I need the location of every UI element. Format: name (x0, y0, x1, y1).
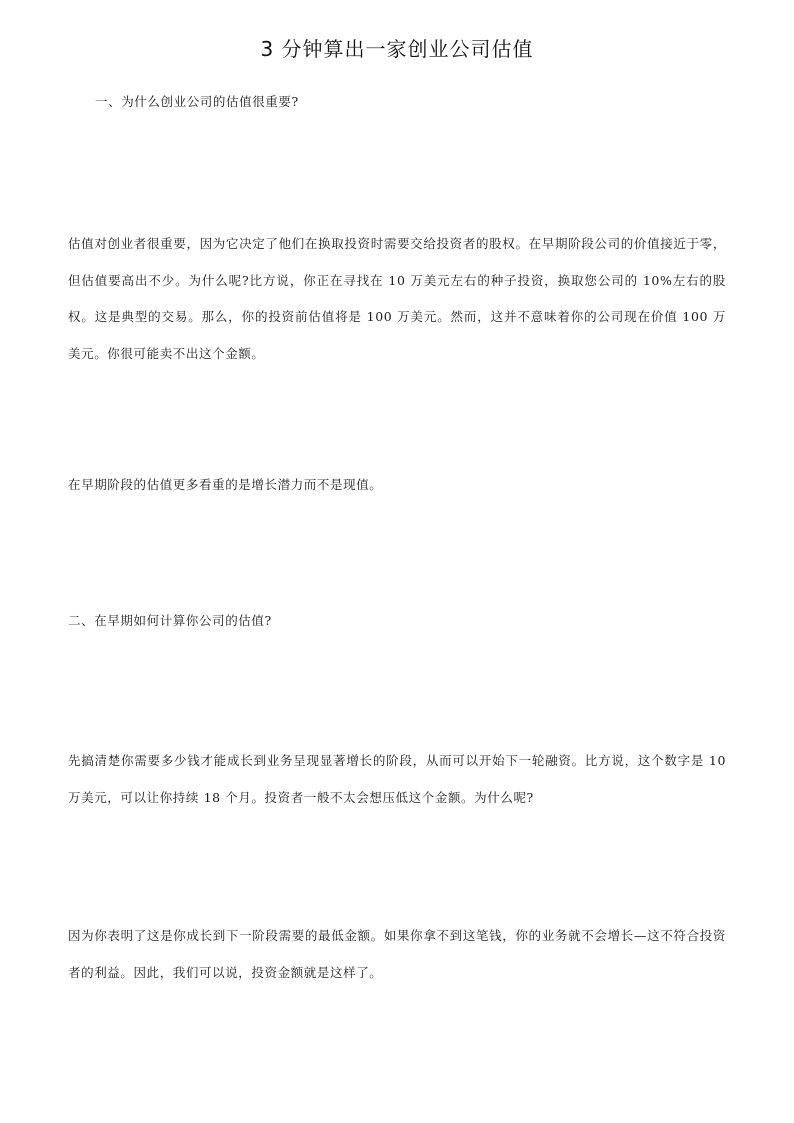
section-heading-1: 一、为什么创业公司的估值很重要? (95, 94, 299, 109)
paragraph-3: 先搞清楚你需要多少钱才能成长到业务呈现显著增长的阶段，从而可以开始下一轮融资。比方说，这个数字是 10 万美元，可以让你持续 18 个月。投资者一般不太会想压低这个金额。为什么呢? (68, 753, 726, 805)
document-title: 3 分钟算出一家创业公司估值 (260, 37, 534, 61)
paragraph-4: 因为你表明了这是你成长到下一阶段需要的最低金额。如果你拿不到这笔钱，你的业务就不会增长—这不符合投资者的利益。因此，我们可以说，投资金额就是这样了。 (68, 928, 726, 980)
paragraph-2: 在早期阶段的估值更多看重的是增长潜力而不是现值。 (68, 477, 383, 492)
section-heading-2: 二、在早期如何计算你公司的估值? (68, 613, 272, 628)
paragraph-1: 估值对创业者很重要，因为它决定了他们在换取投资时需要交给投资者的股权。在早期阶段公司的价值接近于零，但估值要高出不少。为什么呢?比方说，你正在寻找在 10 万美元左右的种子投资，换取您公司的 10%左右的股权。这是典型的交易。那么，你的投资前估值将是 100 万美元。然而，这并不意味着你的公司现在价值 100 万美元。你很可能卖不出这个金额。 (68, 236, 726, 361)
